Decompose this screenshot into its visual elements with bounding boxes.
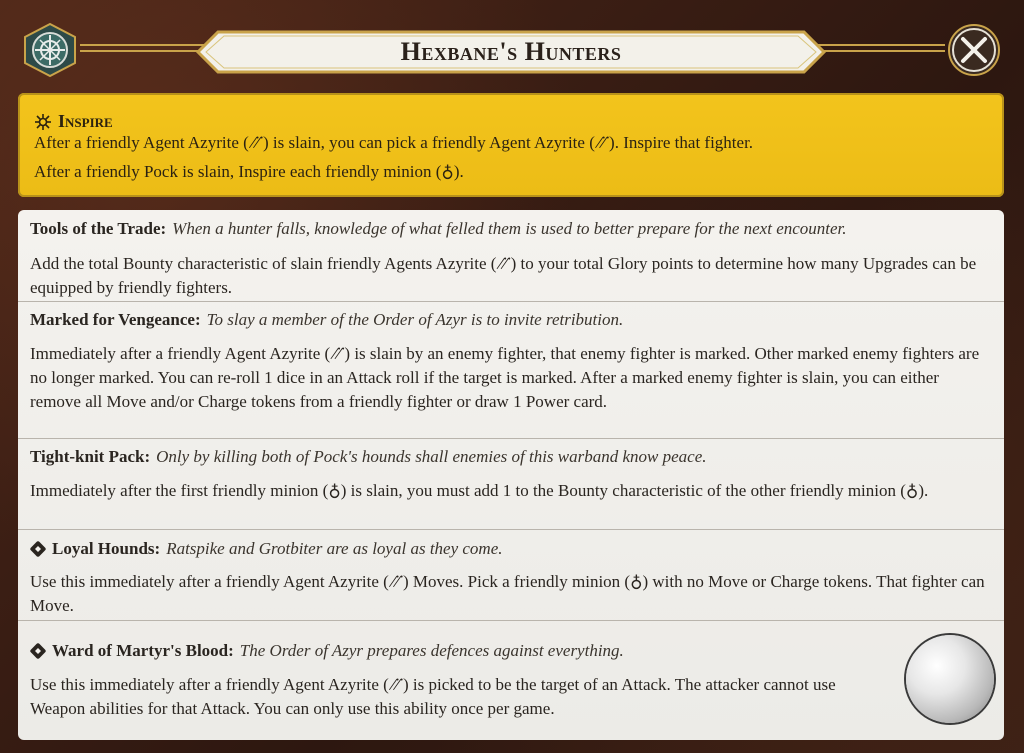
ability-body: Immediately after a friendly Agent Azyrite (⳼) is slain by an enemy fighter, that enemy fighter is marked. Other marked enemy fighters are no longer marked. You can re-roll 1 dice in an Attack roll if the target is marked. After a marked enemy fighter is slain, you can either remove all Move and/or Charge tokens from a friendly fighter or draw 1 Power card. (30, 344, 980, 411)
inspire-heading (34, 111, 113, 132)
close-button[interactable] (944, 22, 1004, 78)
ability-name: Ward of Martyr's Blood: (52, 641, 234, 660)
inspire-star-icon (34, 113, 52, 131)
ability-flavor: To slay a member of the Order of Azyr is to invite retribution. (206, 310, 624, 329)
ability-ward-of-martyrs-blood[interactable] (18, 620, 1004, 740)
ability-heading (30, 539, 503, 559)
ability-name: Loyal Hounds: (52, 539, 161, 558)
ability-flavor: Ratspike and Grotbiter are as loyal as they come. (166, 539, 503, 558)
ability-flavor: When a hunter falls, knowledge of what felled them is used to better prepare for the next encounter. (172, 219, 847, 238)
abilities-panel (18, 210, 1004, 740)
reaction-icon (30, 541, 46, 557)
page-title: Hexbane's Hunters (400, 37, 622, 66)
ability-flavor: Only by killing both of Pock's hounds shall enemies of this warband know peace. (156, 447, 707, 466)
ability-marked-for-vengeance (18, 301, 1004, 439)
ability-name: Tools of the Trade: (30, 219, 167, 238)
reaction-icon (30, 643, 46, 659)
white-orb-icon (906, 635, 994, 723)
ability-heading (30, 310, 623, 330)
warband-sigil-icon (20, 22, 80, 78)
inspire-rule-2: After a friendly Pock is slain, Inspire each friendly minion (♁). (34, 162, 464, 181)
ability-body: Add the total Bounty characteristic of slain friendly Agents Azyrite (⳼) to your total Glory points to determine how many Upgrades can be equipped by friendly fighters. (30, 254, 977, 297)
ability-body: Immediately after the first friendly minion (♁) is slain, you must add 1 to the Bounty characteristic of the other friendly minion (♁). (30, 481, 929, 500)
ability-heading (30, 447, 707, 467)
ability-tight-knit-pack (18, 438, 1004, 530)
ability-heading (30, 219, 847, 239)
close-icon (944, 22, 1004, 78)
inspire-label: Inspire (58, 111, 113, 131)
inspire-panel (18, 93, 1004, 197)
ability-name: Tight-knit Pack: (30, 447, 151, 466)
ability-name: Marked for Vengeance: (30, 310, 201, 329)
ability-loyal-hounds[interactable] (18, 529, 1004, 621)
ability-tools-of-the-trade (18, 210, 1004, 301)
ability-body: Use this immediately after a friendly Agent Azyrite (⳼) Moves. Pick a friendly minion (♁) with no Move or Charge tokens. That fighter can Move. (30, 572, 985, 615)
ability-body: Use this immediately after a friendly Agent Azyrite (⳼) is picked to be the target of an Attack. The attacker cannot use Weapon abilities for that Attack. You can only use this ability once per game. (30, 675, 836, 718)
ability-heading (30, 641, 624, 661)
ability-flavor: The Order of Azyr prepares defences against everything. (239, 641, 624, 660)
inspire-rule-1: After a friendly Agent Azyrite (⳼) is slain, you can pick a friendly Agent Azyrite (⳼). Inspire that fighter. (34, 133, 754, 152)
